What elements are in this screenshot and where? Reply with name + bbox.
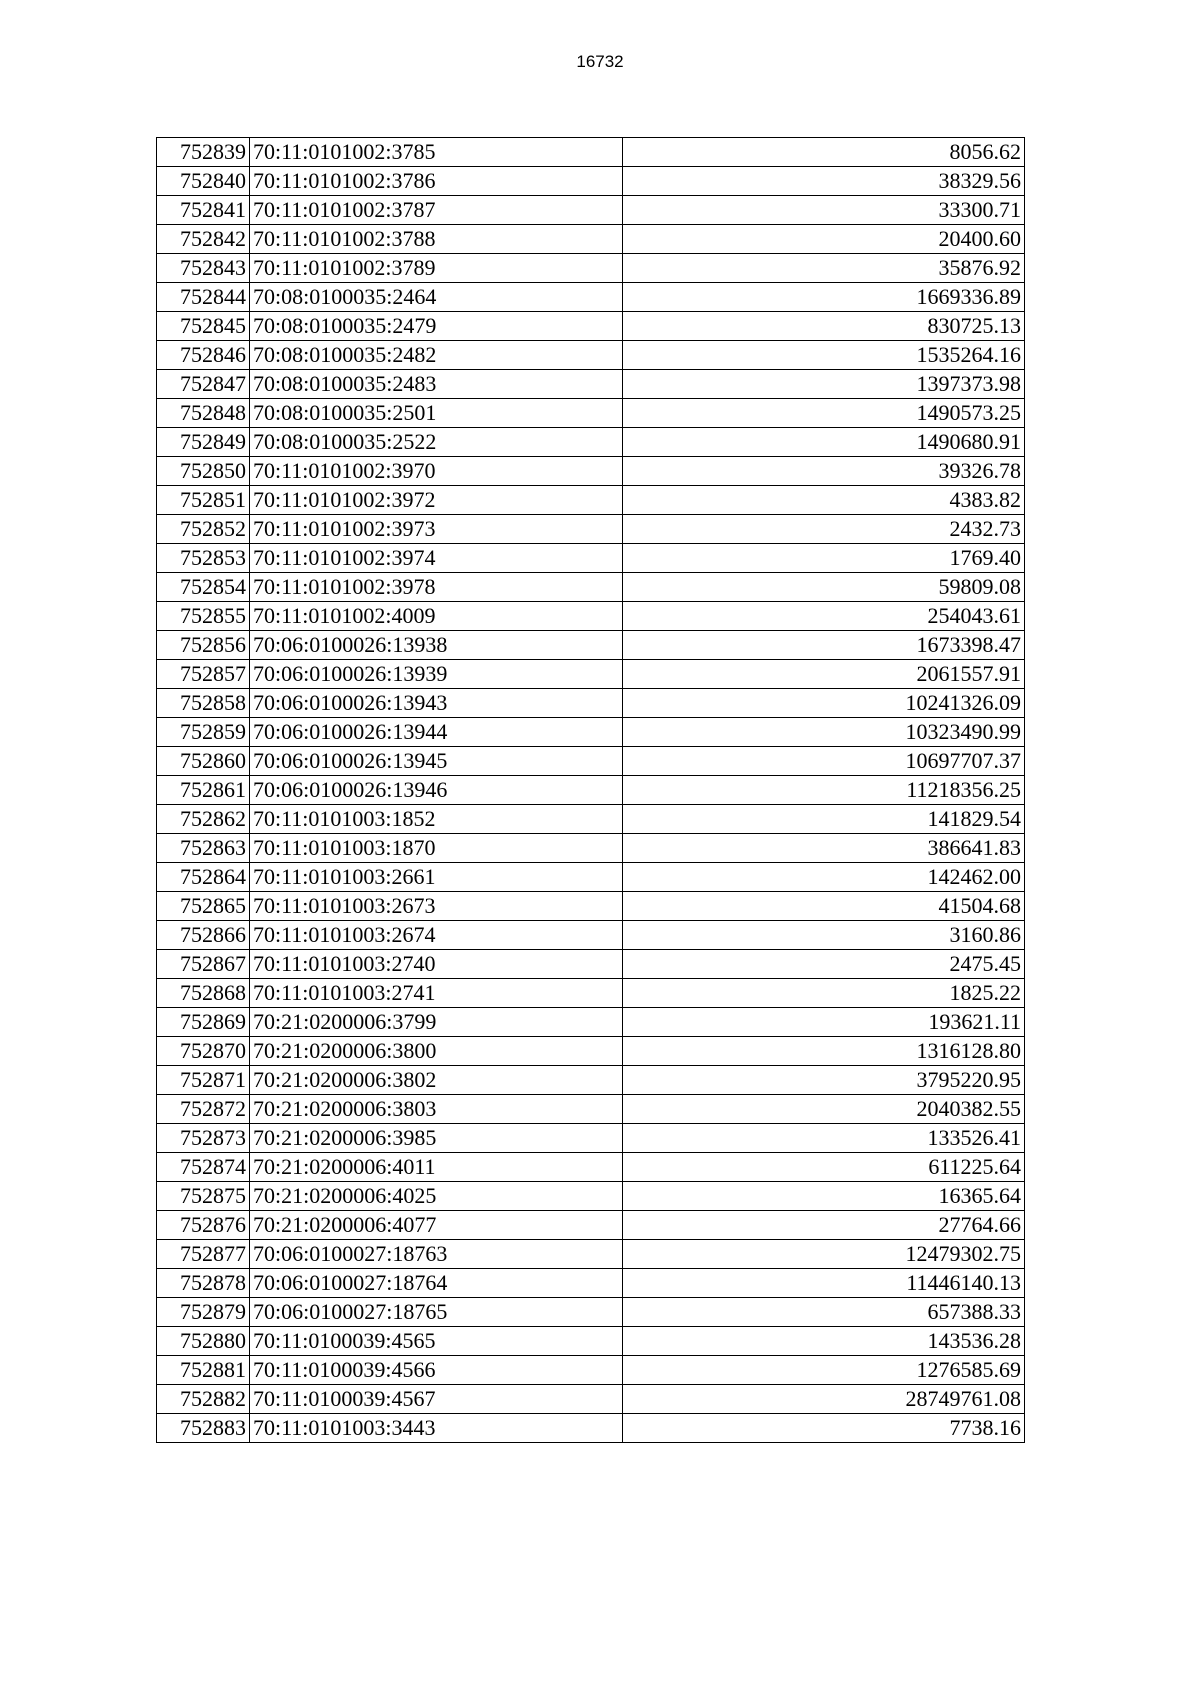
cadastral-number-cell: 70:11:0101003:2661 [250, 863, 623, 892]
cadastral-number-cell: 70:11:0101002:3788 [250, 225, 623, 254]
row-number-cell: 752875 [157, 1182, 250, 1211]
cadastral-number-cell: 70:11:0100039:4567 [250, 1385, 623, 1414]
table-row [157, 892, 1025, 921]
cadastral-number-cell: 70:11:0101002:3786 [250, 167, 623, 196]
row-number-cell: 752839 [157, 138, 250, 167]
row-number-cell: 752872 [157, 1095, 250, 1124]
table-row [157, 979, 1025, 1008]
cadastral-number-cell: 70:08:0100035:2482 [250, 341, 623, 370]
table-row [157, 486, 1025, 515]
row-number-cell: 752844 [157, 283, 250, 312]
table-row [157, 863, 1025, 892]
value-cell: 4383.82 [623, 486, 1025, 515]
table-row [157, 515, 1025, 544]
row-number-cell: 752843 [157, 254, 250, 283]
table-row [157, 254, 1025, 283]
cadastral-number-cell: 70:11:0101002:3789 [250, 254, 623, 283]
table-row [157, 689, 1025, 718]
row-number-cell: 752850 [157, 457, 250, 486]
value-cell: 16365.64 [623, 1182, 1025, 1211]
value-cell: 39326.78 [623, 457, 1025, 486]
value-cell: 11446140.13 [623, 1269, 1025, 1298]
value-cell: 611225.64 [623, 1153, 1025, 1182]
cadastral-number-cell: 70:06:0100026:13946 [250, 776, 623, 805]
row-number-cell: 752849 [157, 428, 250, 457]
table-row [157, 399, 1025, 428]
row-number-cell: 752870 [157, 1037, 250, 1066]
table-row [157, 950, 1025, 979]
row-number-cell: 752867 [157, 950, 250, 979]
cadastral-number-cell: 70:11:0101002:3978 [250, 573, 623, 602]
cadastral-number-cell: 70:08:0100035:2501 [250, 399, 623, 428]
value-cell: 1769.40 [623, 544, 1025, 573]
value-cell: 1397373.98 [623, 370, 1025, 399]
value-cell: 10241326.09 [623, 689, 1025, 718]
table-row [157, 196, 1025, 225]
row-number-cell: 752873 [157, 1124, 250, 1153]
table-row [157, 1356, 1025, 1385]
row-number-cell: 752874 [157, 1153, 250, 1182]
row-number-cell: 752852 [157, 515, 250, 544]
cadastral-number-cell: 70:06:0100027:18765 [250, 1298, 623, 1327]
table-row [157, 1124, 1025, 1153]
cadastral-number-cell: 70:08:0100035:2464 [250, 283, 623, 312]
row-number-cell: 752880 [157, 1327, 250, 1356]
table-row [157, 428, 1025, 457]
table-row [157, 283, 1025, 312]
table-row [157, 1211, 1025, 1240]
row-number-cell: 752871 [157, 1066, 250, 1095]
row-number-cell: 752882 [157, 1385, 250, 1414]
table-row [157, 544, 1025, 573]
row-number-cell: 752862 [157, 805, 250, 834]
row-number-cell: 752865 [157, 892, 250, 921]
row-number-cell: 752869 [157, 1008, 250, 1037]
row-number-cell: 752881 [157, 1356, 250, 1385]
cadastral-number-cell: 70:08:0100035:2483 [250, 370, 623, 399]
value-cell: 3795220.95 [623, 1066, 1025, 1095]
row-number-cell: 752858 [157, 689, 250, 718]
value-cell: 35876.92 [623, 254, 1025, 283]
cadastral-number-cell: 70:21:0200006:4077 [250, 1211, 623, 1240]
cadastral-number-cell: 70:11:0101003:2740 [250, 950, 623, 979]
value-cell: 143536.28 [623, 1327, 1025, 1356]
value-cell: 254043.61 [623, 602, 1025, 631]
cadastral-number-cell: 70:11:0100039:4566 [250, 1356, 623, 1385]
value-cell: 386641.83 [623, 834, 1025, 863]
row-number-cell: 752879 [157, 1298, 250, 1327]
value-cell: 657388.33 [623, 1298, 1025, 1327]
table-row [157, 457, 1025, 486]
row-number-cell: 752847 [157, 370, 250, 399]
table-row [157, 312, 1025, 341]
row-number-cell: 752856 [157, 631, 250, 660]
cadastral-number-cell: 70:06:0100026:13938 [250, 631, 623, 660]
value-cell: 10697707.37 [623, 747, 1025, 776]
cadastral-number-cell: 70:11:0101002:3972 [250, 486, 623, 515]
value-cell: 142462.00 [623, 863, 1025, 892]
cadastral-number-cell: 70:11:0101003:2674 [250, 921, 623, 950]
table-row [157, 602, 1025, 631]
value-cell: 1316128.80 [623, 1037, 1025, 1066]
cadastral-number-cell: 70:21:0200006:3803 [250, 1095, 623, 1124]
value-cell: 1490573.25 [623, 399, 1025, 428]
value-cell: 2040382.55 [623, 1095, 1025, 1124]
table-row [157, 1385, 1025, 1414]
row-number-cell: 752877 [157, 1240, 250, 1269]
row-number-cell: 752848 [157, 399, 250, 428]
value-cell: 2432.73 [623, 515, 1025, 544]
table-row [157, 805, 1025, 834]
table-row [157, 1095, 1025, 1124]
table-row [157, 1008, 1025, 1037]
cadastral-number-cell: 70:11:0101002:3973 [250, 515, 623, 544]
table-row [157, 776, 1025, 805]
value-cell: 133526.41 [623, 1124, 1025, 1153]
row-number-cell: 752868 [157, 979, 250, 1008]
row-number-cell: 752840 [157, 167, 250, 196]
table-row [157, 138, 1025, 167]
value-cell: 1825.22 [623, 979, 1025, 1008]
value-cell: 1535264.16 [623, 341, 1025, 370]
value-cell: 1673398.47 [623, 631, 1025, 660]
table-row [157, 921, 1025, 950]
row-number-cell: 752860 [157, 747, 250, 776]
cadastral-number-cell: 70:11:0101002:4009 [250, 602, 623, 631]
row-number-cell: 752883 [157, 1414, 250, 1443]
row-number-cell: 752859 [157, 718, 250, 747]
cadastral-number-cell: 70:06:0100027:18763 [250, 1240, 623, 1269]
row-number-cell: 752861 [157, 776, 250, 805]
row-number-cell: 752842 [157, 225, 250, 254]
value-cell: 11218356.25 [623, 776, 1025, 805]
row-number-cell: 752855 [157, 602, 250, 631]
cadastral-number-cell: 70:11:0101002:3974 [250, 544, 623, 573]
row-number-cell: 752854 [157, 573, 250, 602]
cadastral-number-cell: 70:06:0100026:13945 [250, 747, 623, 776]
data-table [156, 137, 1025, 1443]
row-number-cell: 752866 [157, 921, 250, 950]
table-row [157, 1153, 1025, 1182]
cadastral-number-cell: 70:11:0101002:3785 [250, 138, 623, 167]
value-cell: 59809.08 [623, 573, 1025, 602]
value-cell: 830725.13 [623, 312, 1025, 341]
row-number-cell: 752853 [157, 544, 250, 573]
value-cell: 2475.45 [623, 950, 1025, 979]
row-number-cell: 752878 [157, 1269, 250, 1298]
cadastral-number-cell: 70:11:0101002:3787 [250, 196, 623, 225]
table-row [157, 1182, 1025, 1211]
cadastral-number-cell: 70:08:0100035:2522 [250, 428, 623, 457]
page-number: 16732 [576, 52, 624, 71]
value-cell: 8056.62 [623, 138, 1025, 167]
cadastral-number-cell: 70:11:0101003:3443 [250, 1414, 623, 1443]
row-number-cell: 752863 [157, 834, 250, 863]
cadastral-number-cell: 70:21:0200006:4025 [250, 1182, 623, 1211]
value-cell: 1276585.69 [623, 1356, 1025, 1385]
value-cell: 20400.60 [623, 225, 1025, 254]
row-number-cell: 752851 [157, 486, 250, 515]
cadastral-number-cell: 70:08:0100035:2479 [250, 312, 623, 341]
cadastral-number-cell: 70:11:0101003:2673 [250, 892, 623, 921]
table-row [157, 341, 1025, 370]
value-cell: 27764.66 [623, 1211, 1025, 1240]
table-row [157, 747, 1025, 776]
cadastral-number-cell: 70:11:0101003:1852 [250, 805, 623, 834]
value-cell: 1669336.89 [623, 283, 1025, 312]
cadastral-number-cell: 70:11:0100039:4565 [250, 1327, 623, 1356]
table-row [157, 370, 1025, 399]
value-cell: 38329.56 [623, 167, 1025, 196]
table-row [157, 1269, 1025, 1298]
cadastral-number-cell: 70:21:0200006:3985 [250, 1124, 623, 1153]
table-row [157, 1298, 1025, 1327]
table-row [157, 1414, 1025, 1443]
cadastral-number-cell: 70:06:0100026:13939 [250, 660, 623, 689]
value-cell: 41504.68 [623, 892, 1025, 921]
table-row [157, 1240, 1025, 1269]
cadastral-number-cell: 70:21:0200006:4011 [250, 1153, 623, 1182]
cadastral-number-cell: 70:21:0200006:3799 [250, 1008, 623, 1037]
cadastral-number-cell: 70:06:0100026:13944 [250, 718, 623, 747]
row-number-cell: 752857 [157, 660, 250, 689]
table-body [157, 138, 1025, 1443]
value-cell: 7738.16 [623, 1414, 1025, 1443]
row-number-cell: 752876 [157, 1211, 250, 1240]
cadastral-number-cell: 70:06:0100026:13943 [250, 689, 623, 718]
row-number-cell: 752864 [157, 863, 250, 892]
row-number-cell: 752846 [157, 341, 250, 370]
value-cell: 193621.11 [623, 1008, 1025, 1037]
value-cell: 12479302.75 [623, 1240, 1025, 1269]
value-cell: 2061557.91 [623, 660, 1025, 689]
value-cell: 33300.71 [623, 196, 1025, 225]
cadastral-number-cell: 70:21:0200006:3800 [250, 1037, 623, 1066]
table-row [157, 1066, 1025, 1095]
value-cell: 141829.54 [623, 805, 1025, 834]
row-number-cell: 752845 [157, 312, 250, 341]
value-cell: 3160.86 [623, 921, 1025, 950]
value-cell: 10323490.99 [623, 718, 1025, 747]
table-row [157, 834, 1025, 863]
table-row [157, 1037, 1025, 1066]
row-number-cell: 752841 [157, 196, 250, 225]
cadastral-number-cell: 70:21:0200006:3802 [250, 1066, 623, 1095]
cadastral-number-cell: 70:06:0100027:18764 [250, 1269, 623, 1298]
cadastral-number-cell: 70:11:0101003:1870 [250, 834, 623, 863]
table-row [157, 573, 1025, 602]
value-cell: 1490680.91 [623, 428, 1025, 457]
table-row [157, 660, 1025, 689]
cadastral-number-cell: 70:11:0101002:3970 [250, 457, 623, 486]
table-row [157, 718, 1025, 747]
table-row [157, 1327, 1025, 1356]
table-row [157, 631, 1025, 660]
table-row [157, 167, 1025, 196]
value-cell: 28749761.08 [623, 1385, 1025, 1414]
cadastral-number-cell: 70:11:0101003:2741 [250, 979, 623, 1008]
table-row [157, 225, 1025, 254]
